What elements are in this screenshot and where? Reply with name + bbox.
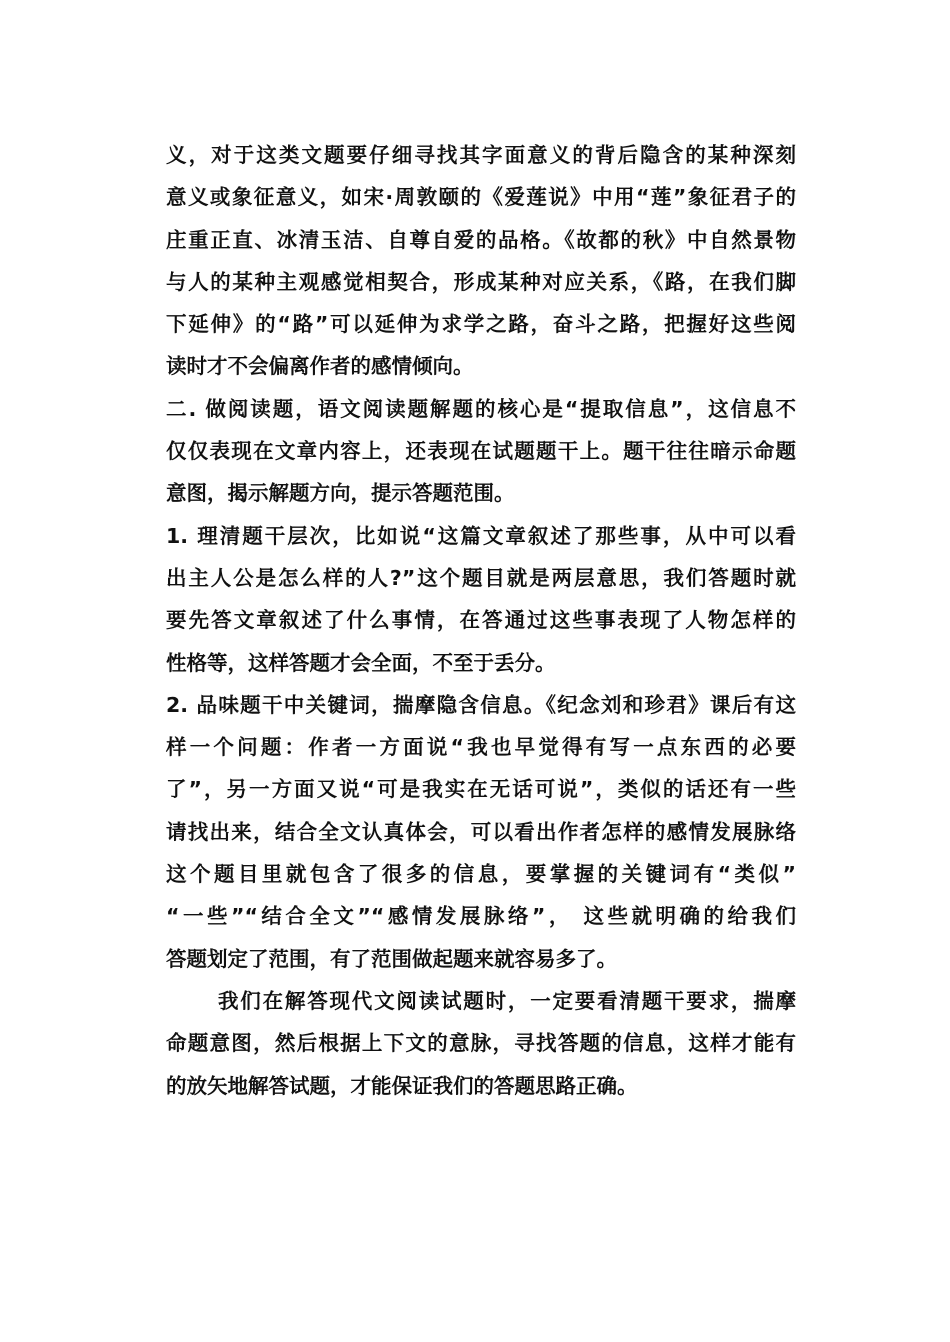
text-line: 义，对于这类文题要仔细寻找其字面意义的背后隐含的某种深刻 (166, 143, 796, 167)
text-line: 的放矢地解答试题，才能保证我们的答题思路正确。 (166, 1073, 638, 1098)
text-line: 仅仅表现在文章内容上，还表现在试题题干上。题干往往暗示命题 (166, 439, 796, 464)
text-line: 读时才不会偏离作者的感情倾向。 (166, 354, 474, 379)
text-line: 请找出来，结合全文认真体会，可以看出作者怎样的感情发展脉络 (166, 819, 796, 844)
text-line: 性格等，这样答题才会全面，不至于丢分。 (166, 650, 556, 675)
text-line: 出主人公是怎么样的人?”这个题目就是两层意思，我们答题时就 (166, 565, 796, 590)
text-line: 意图，揭示解题方向，提示答题范围。 (166, 481, 515, 506)
list-item-line: 2. 品味题干中关键词，揣摩隐含信息。《纪念刘和珍君》课后有这 (166, 692, 796, 717)
paragraph-first-line: 我们在解答现代文阅读试题时，一定要看清题干要求，揣摩 (218, 988, 796, 1013)
document-body (166, 134, 796, 1107)
text-line: 样一个问题：作者一方面说“我也早觉得有写一点东西的必要 (166, 735, 796, 760)
list-item-line: 1. 理清题干层次，比如说“这篇文章叙述了那些事，从中可以看 (166, 523, 796, 548)
text-line: 与人的某种主观感觉相契合，形成某种对应关系，《路，在我们脚 (166, 269, 796, 294)
text-line: 要先答文章叙述了什么事情，在答通过这些事表现了人物怎样的 (166, 608, 796, 633)
section-heading-line: 二. 做阅读题，语文阅读题解题的核心是“提取信息”，这信息不 (166, 396, 796, 421)
text-line: 庄重正直、冰清玉洁、自尊自爱的品格。《故都的秋》中自然景物 (166, 227, 796, 252)
text-line: 答题划定了范围，有了范围做起题来就容易多了。 (166, 946, 617, 971)
text-line: 下延伸》的“路”可以延伸为求学之路，奋斗之路，把握好这些阅 (166, 312, 796, 337)
text-line: 这个题目里就包含了很多的信息，要掌握的关键词有“类似” (166, 862, 796, 887)
text-line: 意义或象征意义，如宋·周敦颐的《爱莲说》中用“莲”象征君子的 (166, 185, 796, 210)
text-line: “一些”“结合全文”“感情发展脉络”， 这些就明确的给我们 (166, 904, 796, 929)
text-line: 命题意图，然后根据上下文的意脉，寻找答题的信息，这样才能有 (166, 1031, 796, 1056)
text-line: 了”，另一方面又说“可是我实在无话可说”，类似的话还有一些 (166, 777, 796, 802)
